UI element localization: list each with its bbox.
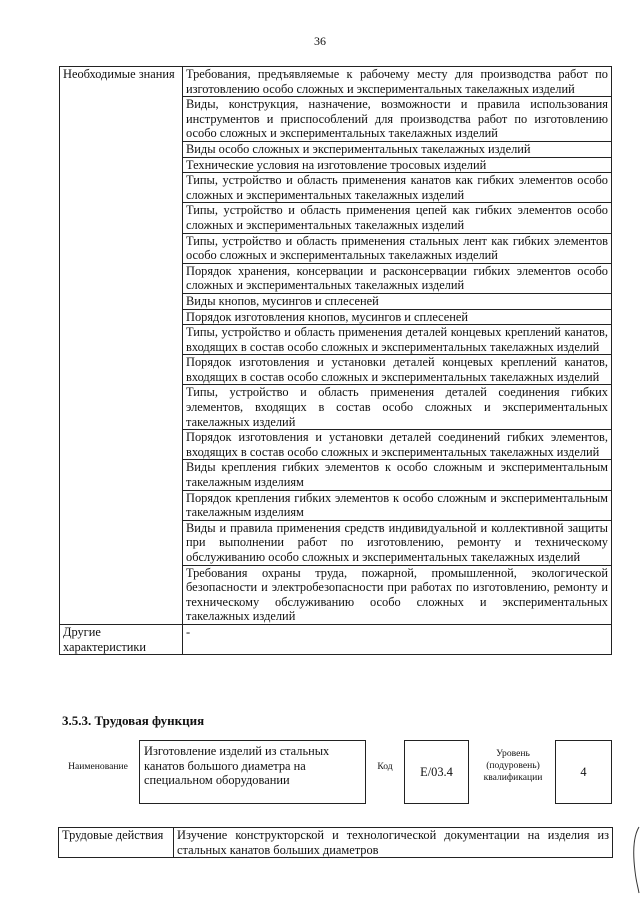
knowledge-item: Порядок изготовления и установки деталей соединений гибких элементов, входящих в состав особо сложных и экспериментальных такелажных изделий — [183, 430, 612, 460]
knowledge-item: Типы, устройство и область применения цепей как гибких элементов особо сложных и экспериментальных такелажных изделий — [183, 203, 612, 233]
knowledge-item: Виды и правила применения средств индивидуальной и коллективной защиты при выполнении работ по изготовлению, ремонту и техническому обслуживанию особо сложных и экспериментальных такелажных изделий — [183, 520, 612, 565]
level-label: Уровень (подуровень) квалификации — [483, 748, 543, 783]
knowledge-label: Необходимые знания — [60, 67, 183, 625]
knowledge-item: Типы, устройство и область применения деталей соединения гибких элементов, входящих в состав особо сложных и экспериментальных такелажных изделий — [183, 385, 612, 430]
section-heading: 3.5.3. Трудовая функция — [62, 713, 205, 728]
knowledge-table-body — [60, 67, 612, 655]
page-edge-mark — [632, 825, 640, 895]
knowledge-item: Типы, устройство и область применения стальных лент как гибких элементов особо сложных и экспериментальных такелажных изделий — [183, 233, 612, 263]
page-number: 36 — [314, 34, 326, 48]
actions-value: Изучение конструкторской и технологической документации на изделия из стальных канатов больших диаметров — [174, 828, 613, 858]
knowledge-row — [60, 67, 612, 97]
knowledge-item: Виды особо сложных и экспериментальных такелажных изделий — [183, 141, 612, 157]
knowledge-item: Типы, устройство и область применения деталей концевых креплений канатов, входящих в состав особо сложных и экспериментальных такелажных изделий — [183, 325, 612, 355]
knowledge-table — [59, 66, 612, 655]
labor-function-code: E/03.4 — [420, 764, 453, 779]
knowledge-item: Требования, предъявляемые к рабочему месту для производства работ по изготовлению особо сложных и экспериментальных такелажных изделий — [183, 67, 612, 97]
name-label: Наименование — [68, 761, 128, 772]
other-characteristics-label: Другие характеристики — [60, 624, 183, 654]
code-label: Код — [377, 761, 393, 772]
knowledge-item: Виды кнопов, мусингов и сплесеней — [183, 293, 612, 309]
knowledge-item: Порядок изготовления и установки деталей концевых креплений канатов, входящих в состав особо сложных и экспериментальных такелажных изделий — [183, 355, 612, 385]
qualification-level: 4 — [580, 764, 587, 779]
actions-row — [59, 828, 613, 858]
knowledge-item: Порядок изготовления кнопов, мусингов и сплесеней — [183, 309, 612, 325]
labor-function-name-box — [139, 740, 366, 804]
knowledge-item: Виды крепления гибких элементов к особо сложным и экспериментальным такелажным изделиям — [183, 460, 612, 490]
other-characteristics-row — [60, 624, 612, 654]
actions-table — [58, 827, 613, 858]
knowledge-item: Требования охраны труда, пожарной, промышленной, экологической безопасности и электробезопасности при работах по изготовлению, ремонту и техническому обслуживанию особо сложных и экспериментальных такелажных изделий — [183, 565, 612, 624]
knowledge-item: Технические условия на изготовление тросовых изделий — [183, 157, 612, 173]
knowledge-item: Порядок крепления гибких элементов к особо сложным и экспериментальным такелажным изделиям — [183, 490, 612, 520]
knowledge-item: Порядок хранения, консервации и расконсервации гибких элементов особо сложных и экспериментальных такелажных изделий — [183, 263, 612, 293]
labor-function-code-box — [404, 740, 469, 804]
other-characteristics-value: - — [183, 624, 612, 654]
knowledge-item: Типы, устройство и область применения канатов как гибких элементов особо сложных и экспериментальных такелажных изделий — [183, 173, 612, 203]
knowledge-item: Виды, конструкция, назначение, возможности и правила использования инструментов и приспособлений для производства работ по изготовлению особо сложных и экспериментальных такелажных изделий — [183, 97, 612, 142]
qualification-level-box — [555, 740, 612, 804]
labor-function-name: Изготовление изделий из стальных канатов большого диаметра на специальном оборудовании — [144, 744, 330, 788]
actions-label: Трудовые действия — [59, 828, 174, 858]
